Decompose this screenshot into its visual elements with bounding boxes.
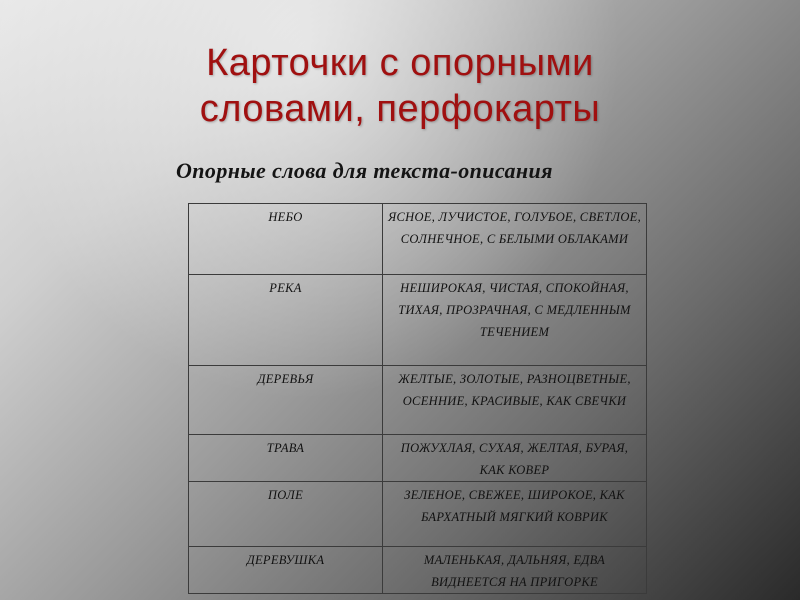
description-cell: ЗЕЛЕНОЕ, СВЕЖЕЕ, ШИРОКОЕ, КАК БАРХАТНЫЙ МЯГКИЙ КОВРИК [383, 482, 647, 547]
table-row [189, 204, 647, 275]
slide-title-line-2: словами, перфокарты [199, 88, 601, 130]
keyword-cell: ДЕРЕВЬЯ [189, 366, 383, 435]
keywords-table [188, 203, 647, 594]
table-row [189, 435, 647, 482]
keyword-cell: ТРАВА [189, 435, 383, 482]
table-row [189, 547, 647, 594]
slide-title-line-1: Карточки с опорными [206, 42, 594, 84]
keyword-cell: НЕБО [189, 204, 383, 275]
description-cell: МАЛЕНЬКАЯ, ДАЛЬНЯЯ, ЕДВА ВИДНЕЕТСЯ НА ПРИГОРКЕ [383, 547, 647, 594]
description-cell: НЕШИРОКАЯ, ЧИСТАЯ, СПОКОЙНАЯ, ТИХАЯ, ПРОЗРАЧНАЯ, С МЕДЛЕННЫМ ТЕЧЕНИЕМ [383, 275, 647, 366]
description-cell: ПОЖУХЛАЯ, СУХАЯ, ЖЕЛТАЯ, БУРАЯ, КАК КОВЕР [383, 435, 647, 482]
table-row [189, 482, 647, 547]
table-row [189, 366, 647, 435]
keyword-cell: РЕКА [189, 275, 383, 366]
keyword-cell: ПОЛЕ [189, 482, 383, 547]
table-row [189, 275, 647, 366]
description-cell: ЖЕЛТЫЕ, ЗОЛОТЫЕ, РАЗНОЦВЕТНЫЕ, ОСЕННИЕ, КРАСИВЫЕ, КАК СВЕЧКИ [383, 366, 647, 435]
description-cell: ЯСНОЕ, ЛУЧИСТОЕ, ГОЛУБОЕ, СВЕТЛОЕ, СОЛНЕЧНОЕ, С БЕЛЫМИ ОБЛАКАМИ [383, 204, 647, 275]
slide-subtitle: Опорные слова для текста-описания [176, 158, 553, 183]
keyword-cell: ДЕРЕВУШКА [189, 547, 383, 594]
slide-title [0, 40, 800, 132]
